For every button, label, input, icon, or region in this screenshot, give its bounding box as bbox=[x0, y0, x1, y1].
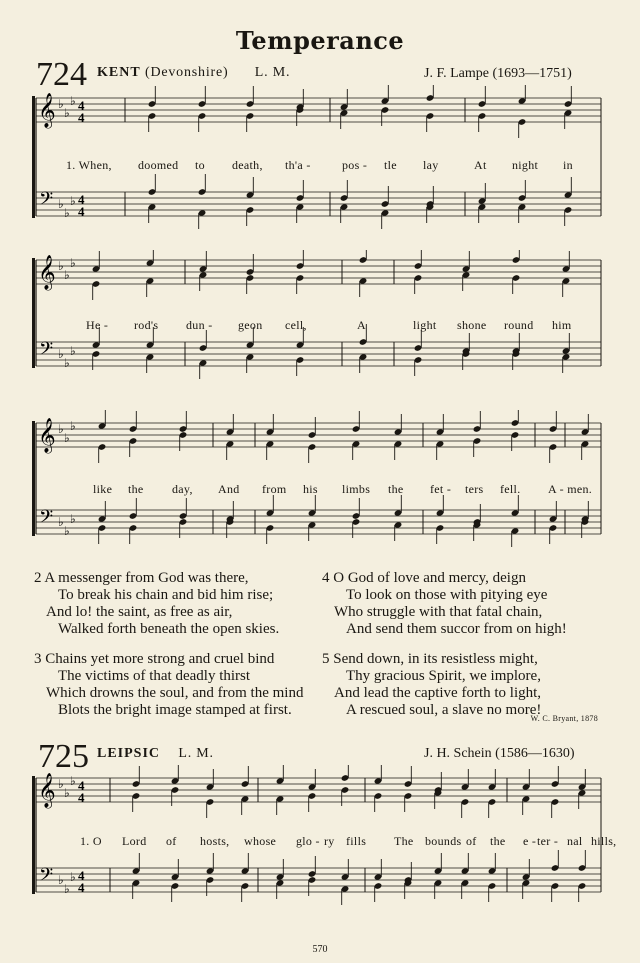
lyric-syllable: to bbox=[195, 158, 205, 172]
flat-icon: ♭ bbox=[70, 774, 76, 788]
lyric-syllable: bounds bbox=[425, 834, 462, 848]
flat-icon: ♭ bbox=[58, 777, 64, 791]
treble-clef-icon: 𝄞 bbox=[38, 93, 56, 128]
hymn-number-725: 725 bbox=[38, 738, 89, 775]
system-brace bbox=[32, 96, 35, 218]
treble-clef-icon: 𝄞 bbox=[38, 773, 56, 808]
verse-4: 4 O God of love and mercy, deign To look on those with pitying eye Who struggle with that fatal chain, And send them succor from on high! bbox=[322, 570, 567, 637]
lyric-syllable: of bbox=[466, 834, 477, 848]
lyric-syllable: the bbox=[490, 834, 506, 848]
lyric-syllable: rod's bbox=[134, 318, 159, 332]
lyric-syllable: death, bbox=[232, 158, 263, 172]
lyric-syllable: from bbox=[262, 482, 287, 496]
bass-clef-icon: 𝄢 bbox=[39, 189, 54, 214]
lyric-syllable: of bbox=[166, 834, 177, 848]
lyric-syllable: round bbox=[504, 318, 534, 332]
lyrics-line-2 bbox=[0, 318, 640, 334]
flat-icon: ♭ bbox=[58, 873, 64, 887]
tune-region: (Devonshire) bbox=[145, 65, 229, 80]
lyric-syllable: A - men. bbox=[548, 482, 593, 496]
lyric-syllable: pos - bbox=[342, 158, 368, 172]
verse-5: 5 Send down, in its resistless might, Thy gracious Spirit, we implore, And lead the captive forth to light, A rescued soul, a slave no more! bbox=[322, 651, 542, 718]
lyric-syllable: He - bbox=[86, 318, 109, 332]
flat-icon: ♭ bbox=[58, 347, 64, 361]
system-brace bbox=[32, 421, 35, 536]
lyric-syllable: glo - bbox=[296, 834, 320, 848]
verses-left bbox=[34, 570, 303, 719]
lyric-syllable: limbs bbox=[342, 482, 371, 496]
lyric-syllable: th'a - bbox=[285, 158, 311, 172]
lyric-syllable: hills, bbox=[591, 834, 617, 848]
lyric-syllable: cell, bbox=[285, 318, 307, 332]
flat-icon: ♭ bbox=[70, 194, 76, 208]
lyric-syllable: 1. O bbox=[80, 834, 102, 848]
flat-icon: ♭ bbox=[70, 344, 76, 358]
time-signature: 4 bbox=[78, 790, 85, 805]
lyrics-line-4 bbox=[0, 834, 640, 850]
meter-725: L. M. bbox=[178, 746, 214, 761]
lyric-syllable: day, bbox=[172, 482, 193, 496]
bass-clef-icon: 𝄢 bbox=[39, 507, 54, 532]
composer-725: J. H. Schein (1586—1630) bbox=[424, 746, 575, 761]
flat-icon: ♭ bbox=[58, 259, 64, 273]
time-signature: 4 bbox=[78, 110, 85, 125]
verses-right bbox=[322, 570, 567, 719]
lyric-syllable: dun - bbox=[186, 318, 213, 332]
tune-header-725 bbox=[97, 746, 214, 762]
time-signature: 4 bbox=[78, 192, 85, 207]
flat-icon: ♭ bbox=[64, 524, 70, 538]
lyrics-line-1 bbox=[0, 158, 640, 174]
bass-clef-icon: 𝄢 bbox=[39, 339, 54, 364]
lyric-syllable: tle bbox=[384, 158, 397, 172]
lyric-syllable: And bbox=[218, 482, 240, 496]
lyric-syllable: light bbox=[413, 318, 437, 332]
flat-icon: ♭ bbox=[64, 786, 70, 800]
verse-3: 3 Chains yet more strong and cruel bind The victims of that deadly thirst Which drowns the soul, and from the mind Blots the bright image stamped at first. bbox=[34, 651, 304, 718]
lyric-syllable: A bbox=[357, 318, 366, 332]
lyric-syllable: fet - bbox=[430, 482, 452, 496]
flat-icon: ♭ bbox=[64, 431, 70, 445]
lyric-syllable: fell. bbox=[500, 482, 521, 496]
treble-clef-icon: 𝄞 bbox=[38, 255, 56, 290]
composer: J. F. Lampe (1693—1751) bbox=[424, 66, 572, 81]
flat-icon: ♭ bbox=[64, 206, 70, 220]
lyric-syllable: The bbox=[394, 834, 414, 848]
lyric-syllable: ters bbox=[465, 482, 484, 496]
lyric-syllable: fills bbox=[346, 834, 367, 848]
flat-icon: ♭ bbox=[64, 356, 70, 370]
lyric-syllable: the bbox=[128, 482, 144, 496]
lyrics-line-3 bbox=[0, 482, 640, 498]
flat-icon: ♭ bbox=[64, 268, 70, 282]
lyric-syllable: geon bbox=[238, 318, 263, 332]
lyric-syllable: ry bbox=[324, 834, 335, 848]
flat-icon: ♭ bbox=[58, 197, 64, 211]
lyric-syllable: him bbox=[552, 318, 572, 332]
flat-icon: ♭ bbox=[64, 882, 70, 896]
lyric-syllable: hosts, bbox=[200, 834, 230, 848]
time-signature: 4 bbox=[78, 98, 85, 113]
time-signature: 4 bbox=[78, 868, 85, 883]
page-title: Temperance bbox=[235, 26, 405, 55]
lyric-syllable: whose bbox=[244, 834, 277, 848]
flat-icon: ♭ bbox=[70, 94, 76, 108]
lyric-syllable: the bbox=[388, 482, 404, 496]
flat-icon: ♭ bbox=[70, 870, 76, 884]
lyric-syllable: ter - bbox=[537, 834, 559, 848]
system-brace bbox=[32, 258, 35, 368]
author-credit: W. C. Bryant, 1878 bbox=[530, 714, 598, 723]
tune-name-725: LEIPSIC bbox=[97, 746, 161, 761]
verse-2: 2 A messenger from God was there, To break his chain and bid him rise; And lo! the saint, as free as air, Walked forth beneath the open skies. bbox=[34, 570, 280, 637]
flat-icon: ♭ bbox=[70, 256, 76, 270]
tune-name: KENT bbox=[97, 65, 141, 80]
lyric-syllable: nal bbox=[567, 834, 583, 848]
lyric-syllable: At bbox=[474, 158, 487, 172]
flat-icon: ♭ bbox=[64, 106, 70, 120]
flat-icon: ♭ bbox=[70, 419, 76, 433]
lyric-syllable: 1. When, bbox=[66, 158, 112, 172]
meter: L. M. bbox=[254, 65, 291, 80]
time-signature: 4 bbox=[78, 204, 85, 219]
lyric-syllable: in bbox=[563, 158, 573, 172]
bass-clef-icon: 𝄢 bbox=[39, 865, 54, 890]
hymn-number: 724 bbox=[36, 56, 87, 93]
tune-header bbox=[97, 65, 290, 81]
treble-clef-icon: 𝄞 bbox=[38, 418, 56, 453]
lyric-syllable: doomed bbox=[138, 158, 179, 172]
lyric-syllable: like bbox=[93, 482, 113, 496]
flat-icon: ♭ bbox=[58, 422, 64, 436]
time-signature: 4 bbox=[78, 880, 85, 895]
page-number: 570 bbox=[312, 944, 328, 955]
lyric-syllable: lay bbox=[423, 158, 439, 172]
lyric-syllable: night bbox=[512, 158, 539, 172]
flat-icon: ♭ bbox=[58, 97, 64, 111]
time-signature: 4 bbox=[78, 778, 85, 793]
lyric-syllable: shone bbox=[457, 318, 487, 332]
flat-icon: ♭ bbox=[70, 512, 76, 526]
flat-icon: ♭ bbox=[58, 515, 64, 529]
lyric-syllable: his bbox=[303, 482, 318, 496]
lyric-syllable: e - bbox=[523, 834, 537, 848]
lyric-syllable: Lord bbox=[122, 834, 147, 848]
